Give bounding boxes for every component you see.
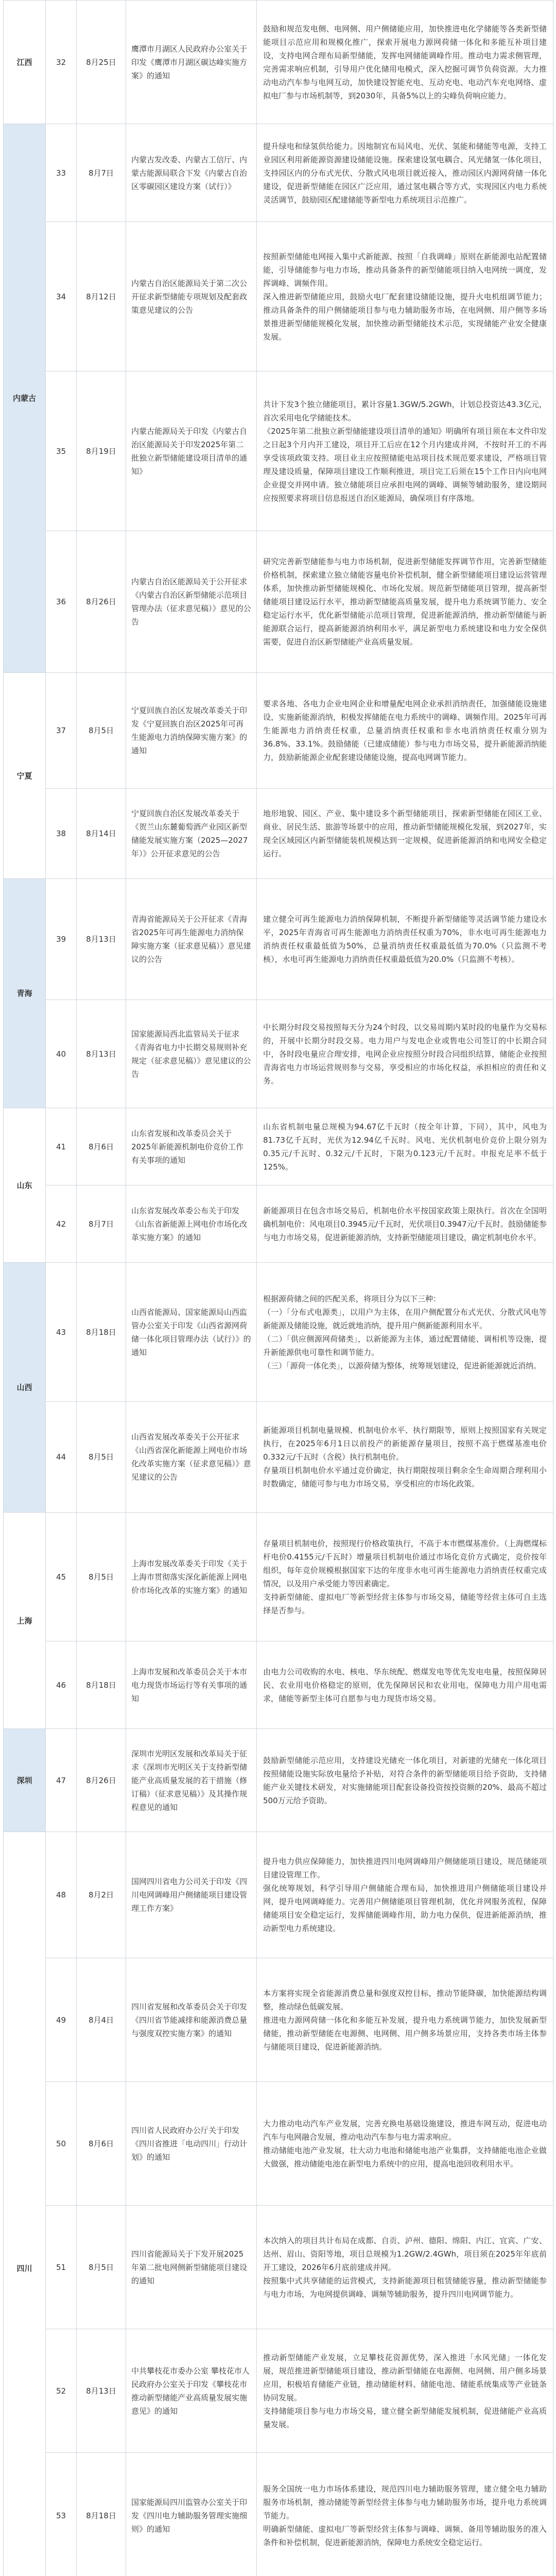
- row-content: [257, 1641, 553, 1729]
- table-row: [4, 1832, 553, 1958]
- content-paragraph: 按照集中式共享储能的运营模式，支持新能源项目租赁储能容量，推动新型储能参与电力市场，为电网提供调峰、调频等辅助服务，提升四川电网调节能力。: [263, 2276, 547, 2299]
- content-paragraph: 根据源荷储之间的匹配关系，将项目分为以下三种：: [263, 1294, 441, 1303]
- table-row: [4, 1185, 553, 1263]
- table-row: [4, 1000, 553, 1108]
- row-title: 宁夏回族自治区发展改革委关于印发《宁夏回族自治区2025年可再生能源电力消纳保障实施方案》的通知: [126, 673, 257, 789]
- row-content: [257, 1, 553, 124]
- region-cell-neimenggu: 内蒙古: [4, 124, 46, 673]
- content-paragraph: 按照新型储能电网接入集中式新能源、按照「自我调峰」原则在新能源电站配置储能，引导储能参与电力市场，推动具备条件的新型储能项目纳入电网统一调度，发挥调峰、调频作用。: [263, 251, 547, 288]
- row-number: 41: [46, 1108, 77, 1185]
- content-paragraph: 提升电力供应保障能力，加快推进四川电网调峰用户侧储能项目建设，规范储能项目建设管理工作。: [263, 1857, 547, 1879]
- row-date: 8月18日: [77, 2453, 126, 2576]
- row-number: 34: [46, 222, 77, 371]
- row-content: [257, 531, 553, 673]
- content-paragraph: （一）「分布式电源类」，以用户为主体，在用户侧配置分布式光伏、分散式风电等新能源及储能设施，就近就地消纳，提升用户侧新能源利用水平。: [263, 1307, 547, 1330]
- row-number: 36: [46, 531, 77, 673]
- row-number: 42: [46, 1185, 77, 1263]
- row-number: 38: [46, 789, 77, 879]
- row-number: 48: [46, 1832, 77, 1958]
- row-content: [257, 124, 553, 222]
- row-number: 39: [46, 879, 77, 1000]
- row-content: [257, 1513, 553, 1641]
- policy-table: [3, 0, 553, 2576]
- row-date: 8月25日: [77, 1, 126, 124]
- table-row: [4, 1402, 553, 1513]
- row-content: [257, 673, 553, 789]
- row-content: [257, 1263, 553, 1402]
- row-content: [257, 1000, 553, 1108]
- row-date: 8月6日: [77, 1108, 126, 1185]
- table-row: [4, 1641, 553, 1729]
- row-number: 33: [46, 124, 77, 222]
- region-cell-ningxia: 宁夏: [4, 673, 46, 879]
- row-number: 37: [46, 673, 77, 789]
- row-title: 国网四川省电力公司关于印发《四川电网调峰用户侧储能项目建设管理工作方案》: [126, 1832, 257, 1958]
- row-content: [257, 222, 553, 371]
- row-title: 上海市发展和改革委员会关于本市电力现货市场运行等有关事项的通知: [126, 1641, 257, 1729]
- row-number: 47: [46, 1729, 77, 1832]
- content-paragraph: 新能源项目在包含市场交易后，机制电价水平按国家政策上限执行。首次在全国明确机制电价：风电项目0.3945元/千瓦时，光伏项目0.3947元/千瓦时。鼓励储能参与电力市场交易，促进新能源消纳，支持新型储能项目建设，确定机制电价水平。: [263, 1206, 547, 1242]
- row-number: 45: [46, 1513, 77, 1641]
- content-paragraph: 建立健全可再生能源电力消纳保障机制，不断提升新型储能等灵活调节能力建设水平，2025年青海省可再生能源电力消纳责任权重为70%，非水电可再生能源电力消纳责任权重最低值为50%，总量消纳责任权重最低值为70.0%（只监测不考核），水电可再生能源电力消纳责任权重最低值为20.0%（只监测不考核）。: [263, 914, 547, 964]
- table-row: [4, 789, 553, 879]
- row-date: 8月18日: [77, 1263, 126, 1402]
- content-paragraph: 强化统筹规划，科学引导用户侧储能合理布局，加快推进用户侧储能项目建设并网，提升电网调峰能力。完善用户侧储能项目管理机制，优化并网服务流程，保障储能项目安全稳定运行，发挥储能调峰作用，助力电力保供，促进新能源消纳，推动新型电力系统建设。: [263, 1884, 547, 1933]
- row-date: 8月7日: [77, 124, 126, 222]
- row-number: 40: [46, 1000, 77, 1108]
- row-title: 内蒙古自治区能源局关于第二次公开征求新型储能专项规划及配套政策意见建议的公告: [126, 222, 257, 371]
- content-paragraph: 支持储能项目参与电力市场交易，建立健全新型储能发展机制，促进储能产业高质量发展。: [263, 2406, 547, 2429]
- row-title: 宁夏回族自治区发展改革委关于《贺兰山东麓葡萄酒产业园区新型储能发展实施方案（2025—2027年）》公开征求意见的公告: [126, 789, 257, 879]
- table-row: [4, 879, 553, 1000]
- table-row: [4, 531, 553, 673]
- content-paragraph: 深入推进新型储能应用，鼓励火电厂配套建设储能设施，提升火电机组调节能力；推动具备条件的用户侧储能项目参与电力辅助服务市场，在电网侧、用户侧等多场景推进新型储能规模化发展，加快推动新型储能技术示范，实现储能产业安全健康发展。: [263, 292, 547, 342]
- content-paragraph: 地形地貌、园区、产业、集中建设多个新型储能项目，探索新型储能在园区工业、商业、居民生活、旅游等场景中的应用，推动新型储能规模化发展，到2027年，实现全区域园区内新型储能装机规模达到一定规模，促进新能源消纳和电网安全稳定运行。: [263, 809, 547, 858]
- row-date: 8月5日: [77, 673, 126, 789]
- row-content: [257, 1832, 553, 1958]
- row-title: 四川省能源局关于下发开展2025年第二批电网侧新型储能项目建设的通知: [126, 2206, 257, 2329]
- content-paragraph: （二）「供应侧源网荷储类」，以新能源为主体，通过配置储能、调相机等设施，提升新能源供电可靠性和调节能力。: [263, 1334, 547, 1357]
- row-number: 43: [46, 1263, 77, 1402]
- content-paragraph: 推动新型储能产业发展，立足攀枝花资源优势，深入推进「水风光储」一体化发展，规范推进新型储能项目建设，推动新型储能在电源侧、电网侧、用户侧多场景应用，积极培育储能产业链，推动储能材料、储能电池、储能系统集成等产业链条协同发展。: [263, 2352, 547, 2402]
- table-row: [4, 2329, 553, 2453]
- row-content: [257, 789, 553, 879]
- table-row: [4, 1108, 553, 1185]
- content-paragraph: 本次纳入的项目共计布局在成都、自贡、泸州、德阳、绵阳、内江、宜宾、广安、达州、眉山、资阳等地，项目总规模为1.2GW/2.4GWh，项目须在2025年年底前开工建设，2026年6月底前建成并网。: [263, 2235, 547, 2272]
- content-paragraph: 鼓励新型储能示范应用，支持建设光储充一体化项目，对新建的光储充一体化项目按照储能设施实际放电量给予补贴，对符合条件的新型储能项目给予资助，支持储能产业关键技术研发，对实施储能项目配套设备投资按投资额的20%、最高不超过500万元给予资助。: [263, 1755, 547, 1805]
- row-title: 鹰潭市月湖区人民政府办公室关于印发《鹰潭市月湖区碳达峰实施方案》的通知: [126, 1, 257, 124]
- row-number: 35: [46, 371, 77, 531]
- row-date: 8月12日: [77, 222, 126, 371]
- row-title: 青海省能源局关于公开征求《青海省2025年可再生能源电力消纳保障实施方案（征求意见稿）》意见建议的公告: [126, 879, 257, 1000]
- content-paragraph: 存量项目机制电价，按照现行价格政策执行，不高于本市燃煤基准价。（上海燃煤标杆电价0.4155元/千瓦时）增量项目机制电价通过市场化竞价方式确定，竞价按年组织，每年竞价规模根据国家下达的年度非水电可再生能源电力消纳责任权重完成情况，以及用户承受能力等因素确定。: [263, 1538, 547, 1588]
- row-content: [257, 2082, 553, 2206]
- content-paragraph: 鼓励和规范发电侧、电网侧、用户侧储能应用，加快推进电化学储能等各类新型储能项目示范应用和规模化推广，探索开展电力源网荷储一体化和多能互补项目建设，支持电网合理布局新型储能，发挥电网储能调峰作用。推动电力需求侧管理，完善需求响应机制，引导用户优化储用电模式，深入挖掘可调节负荷资源。大力推动电动汽车参与电网互动，加快建设智能充电、互动充电、电动汽车充电网络、虚拟电厂参与市场机制等，到2030年，具备5%以上的尖峰负荷响应能力。: [263, 24, 547, 100]
- table-row: [4, 2206, 553, 2329]
- row-number: 50: [46, 2082, 77, 2206]
- row-content: [257, 2206, 553, 2329]
- row-content: [257, 1185, 553, 1263]
- region-cell-jiangxi: 江西: [4, 1, 46, 124]
- row-number: 49: [46, 1958, 77, 2082]
- content-paragraph: 推进电力源网荷储一体化和多能互补发展，提升电力系统调节能力，加快发展新型储能，推动新型储能在电源侧、电网侧、用户侧多场景应用，支持各类市场主体参与储能项目建设，促进新能源消纳。: [263, 2015, 547, 2052]
- row-content: [257, 1729, 553, 1832]
- row-title: 内蒙古能源局关于印发《内蒙古自治区能源局关于印发2025年第二批独立新型储能建设项目清单的通知》: [126, 371, 257, 531]
- content-paragraph: 明确新型储能、虚拟电厂等新型经营主体参与调峰、调频、备用等辅助服务的准入条件和补偿机制，促进新能源消纳，保障电力系统安全稳定运行。: [263, 2524, 547, 2547]
- table-row: [4, 222, 553, 371]
- row-date: 8月13日: [77, 2329, 126, 2453]
- row-content: [257, 1402, 553, 1513]
- table-row: [4, 2453, 553, 2576]
- content-paragraph: 中长期分时段交易按照每天分为24个时段，以交易周期内某时段的电量作为交易标的，开展中长期分时段交易。电力用户与发电企业或售电公司签订的中长期合同中，各时段电量应合理安排，电网企业应按照分时段合同组织结算，储能企业按照青海省电力市场运营规则参与交易，享受相应的市场化权益，承担相应的责任和义务。: [263, 1022, 547, 1086]
- row-title: 国家能源局西北监管局关于征求《青海省电力中长期交易规则补充规定（征求意见稿）》意见建议的公告: [126, 1000, 257, 1108]
- content-paragraph: 大力推动电动汽车产业发展，完善充换电基础设施建设，推进车网互动，促进电动汽车与电网融合发展，推动电动汽车参与电力需求响应。: [263, 2119, 547, 2142]
- row-date: 8月5日: [77, 1513, 126, 1641]
- region-cell-shanxi: 山西: [4, 1263, 46, 1513]
- region-cell-sichuan: 四川: [4, 1832, 46, 2576]
- table-row: [4, 2082, 553, 2206]
- row-content: [257, 2453, 553, 2576]
- content-paragraph: 支持新型储能、虚拟电厂等新型经营主体参与市场交易，储能等经营主体可自主选择是否参与。: [263, 1592, 547, 1615]
- row-date: 8月7日: [77, 1185, 126, 1263]
- row-number: 46: [46, 1641, 77, 1729]
- row-title: 山西省能源局、国家能源局山西监管办公室关于印发《山西省源网荷储一体化项目管理办法（试行）》的通知: [126, 1263, 257, 1402]
- row-date: 8月19日: [77, 371, 126, 531]
- table-row: [4, 673, 553, 789]
- content-paragraph: 共计下发3个独立储能项目，累计容量1.3GW/5.2GWh，计划总投资达43.3亿元，首次采用电化学储能技术。: [263, 399, 547, 422]
- row-content: [257, 2329, 553, 2453]
- row-title: 国家能源局四川监管办公室关于印发《四川电力辅助服务管理实施细则》的通知: [126, 2453, 257, 2576]
- row-date: 8月26日: [77, 1729, 126, 1832]
- content-paragraph: 本方案将实现全省能源消费总量和强度双控目标，推动节能降碳，加快能源结构调整，推动绿色低碳发展。: [263, 1988, 547, 2011]
- row-date: 8月2日: [77, 1832, 126, 1958]
- table-row: [4, 124, 553, 222]
- table-row: [4, 1729, 553, 1832]
- row-number: 32: [46, 1, 77, 124]
- row-number: 51: [46, 2206, 77, 2329]
- region-cell-qinghai: 青海: [4, 879, 46, 1108]
- row-date: 8月4日: [77, 1958, 126, 2082]
- row-content: [257, 1958, 553, 2082]
- table-row: [4, 1263, 553, 1402]
- row-title: 四川省人民政府办公厅关于印发《四川省推进「电动四川」行动计划》的通知: [126, 2082, 257, 2206]
- table-row: [4, 1958, 553, 2082]
- row-content: [257, 1108, 553, 1185]
- row-date: 8月6日: [77, 2082, 126, 2206]
- row-date: 8月26日: [77, 531, 126, 673]
- row-date: 8月13日: [77, 1000, 126, 1108]
- row-date: 8月18日: [77, 1641, 126, 1729]
- row-title: 深圳市光明区发展和改革局关于征求《深圳市光明区关于支持新型储能产业高质量发展的若干措施（修订稿）（征求意见稿）》及其操作规程意见的通知: [126, 1729, 257, 1832]
- content-paragraph: 提升绿电和绿氢供给能力。因地制宜布局风电、光伏、氢能和储能等电源，支持工业园区利用新能源资源建设储能设施。探索建设氢电耦合、风光储氢一体化项目，支持园区内的分布式光伏、分散式风电项目就近接入，推动园区内源网荷储一体化建设，促进新型储能在园区广泛应用，通过氢电耦合等方式，实现园区内电力系统灵活调节，鼓励园区配建储能等新型电力系统项目示范推广。: [263, 141, 547, 205]
- row-number: 52: [46, 2329, 77, 2453]
- row-title: 山东省发展和改革委员会关于2025年新能源机制电价竞价工作有关事项的通知: [126, 1108, 257, 1185]
- content-paragraph: 服务全国统一电力市场体系建设，规范四川电力辅助服务管理，建立健全电力辅助服务市场机制，推动储能等新型经营主体参与电力辅助服务市场，提升电力系统调节能力。: [263, 2484, 547, 2520]
- row-date: 8月5日: [77, 1402, 126, 1513]
- row-title: 山东省发展改革委公布关于印发《山东省新能源上网电价市场化改革实施方案》的通知: [126, 1185, 257, 1263]
- table-row: [4, 371, 553, 531]
- content-paragraph: 新能源项目机制电量规模、机制电价水平、执行期限等，原则上按照国家有关规定执行，在2025年6月1日以前投产的新能源存量项目，按照不高于燃煤基准电价0.332元/千瓦时（含税）执行机制电价。: [263, 1426, 547, 1462]
- region-cell-shanghai: 上海: [4, 1513, 46, 1729]
- row-title: 中共攀枝花市委办公室 攀枝花市人民政府办公室关于印发《攀枝花市推动新型储能产业高质量发展实施意见》的通知: [126, 2329, 257, 2453]
- region-cell-shenzhen: 深圳: [4, 1729, 46, 1832]
- content-paragraph: 山东省机制电量总规模为94.67亿千瓦时（按全年计算，下同），其中，风电为81.73亿千瓦时，光伏为12.94亿千瓦时。风电、光伏机制电价竞价上限分别为0.35元/千瓦时、0.32元/千瓦时，下限为0.123元/千瓦时。申报充足率不低于125%。: [263, 1122, 547, 1172]
- row-date: 8月14日: [77, 789, 126, 879]
- row-title: 四川省发展和改革委员会关于印发《四川省节能减排和能源消费总量与强度双控实施方案》的通知: [126, 1958, 257, 2082]
- row-content: [257, 879, 553, 1000]
- content-paragraph: 推动储能电池产业发展，壮大动力电池和储能电池产业集群，支持储能电池企业做大做强，推动储能电池在新型电力系统中的应用，提高电池回收利用水平。: [263, 2145, 547, 2168]
- row-date: 8月5日: [77, 2206, 126, 2329]
- row-title: 内蒙古自治区能源局关于公开征求《内蒙古自治区新型储能示范项目管理办法（征求意见稿）》意见的公告: [126, 531, 257, 673]
- row-title: 上海市发展改革委关于印发《关于上海市贯彻落实深化新能源上网电价市场化改革的实施方案》的通知: [126, 1513, 257, 1641]
- table-row: [4, 1, 553, 124]
- content-paragraph: 研究完善新型储能参与电力市场机制，促进新型储能发挥调节作用，完善新型储能价格机制，探索建立独立储能容量电价补偿机制，健全新型储能项目建设运营管理体系，加快推动新型储能规模化、市场化发展。规范新型储能项目管理，提高新型储能项目建设运行水平，推动新型储能高质量发展，提升电力系统调节能力、安全稳定运行水平，优化新型储能示范项目管理，促进新能源消纳，推动新型储能与新能源联合运行，提高新能源消纳利用水平，满足新型电力系统建设和电力安全保供需要，促进自治区新型储能产业高质量发展。: [263, 557, 547, 647]
- row-number: 44: [46, 1402, 77, 1513]
- row-title: 山西省发展改革委关于公开征求《山西省深化新能源上网电价市场化改革实施方案（征求意见稿）》意见建议的公告: [126, 1402, 257, 1513]
- content-paragraph: 要求各地、各电力企业电网企业和增量配电网企业承担消纳责任，加强储能设施建设，实施新能源消纳，积极发挥储能在电力系统中的调峰、调频作用。2025年可再生能源电力消纳责任权重，总量消纳责任权重和非水电消纳责任权重分别为36.8%、33.1%。鼓励储能（已建成储能）参与电力市场交易，提升新能源消纳能力，鼓励新能源企业配套建设储能设施，提高电网调节能力。: [263, 699, 547, 762]
- table-row: [4, 1513, 553, 1641]
- row-number: 53: [46, 2453, 77, 2576]
- row-content: [257, 371, 553, 531]
- content-paragraph: 《2025年第二批独立新型储能建设项目清单的通知》明确所有项目须在本文件印发之日起3个月内开工建设，项目开工后应在12个月内建成并网，不按时开工的不再享受该项政策支持。项目业主应按照储能电站项目技术规范要求建设，严格项目管理及建设质量，保障项目建设工作顺利推进，项目完工后须在15个工作日内向电网企业提交并网申请。独立储能项目应承担电网的调峰、调频等辅助服务，建设期间应按照要求将项目信息报送自治区能源局，确保项目有序落地。: [263, 426, 547, 503]
- row-title: 内蒙古发改委、内蒙古工信厅、内蒙古能源局联合下发《内蒙古自治区零碳园区建设方案（试行）》: [126, 124, 257, 222]
- row-date: 8月13日: [77, 879, 126, 1000]
- content-paragraph: 存量项目机制电价水平通过竞价确定，执行期限按项目剩余全生命周期合理利用小时数确定，储能可参与电力市场交易，享受相应的市场化政策。: [263, 1466, 547, 1488]
- region-cell-shandong: 山东: [4, 1108, 46, 1263]
- content-paragraph: （三）「源荷一体化类」，以源荷储为整体，统筹规划建设，促进新能源就近消纳。: [263, 1361, 542, 1370]
- content-paragraph: 由电力公司收购的水电、核电、华东统配、燃煤发电等优先发电电量，按照保障居民、农业用电价格稳定的原则，优先保障居民和农业用电，保障电力用户用电需求，储能等新型主体可自愿参与电力现货市场交易。: [263, 1667, 547, 1703]
